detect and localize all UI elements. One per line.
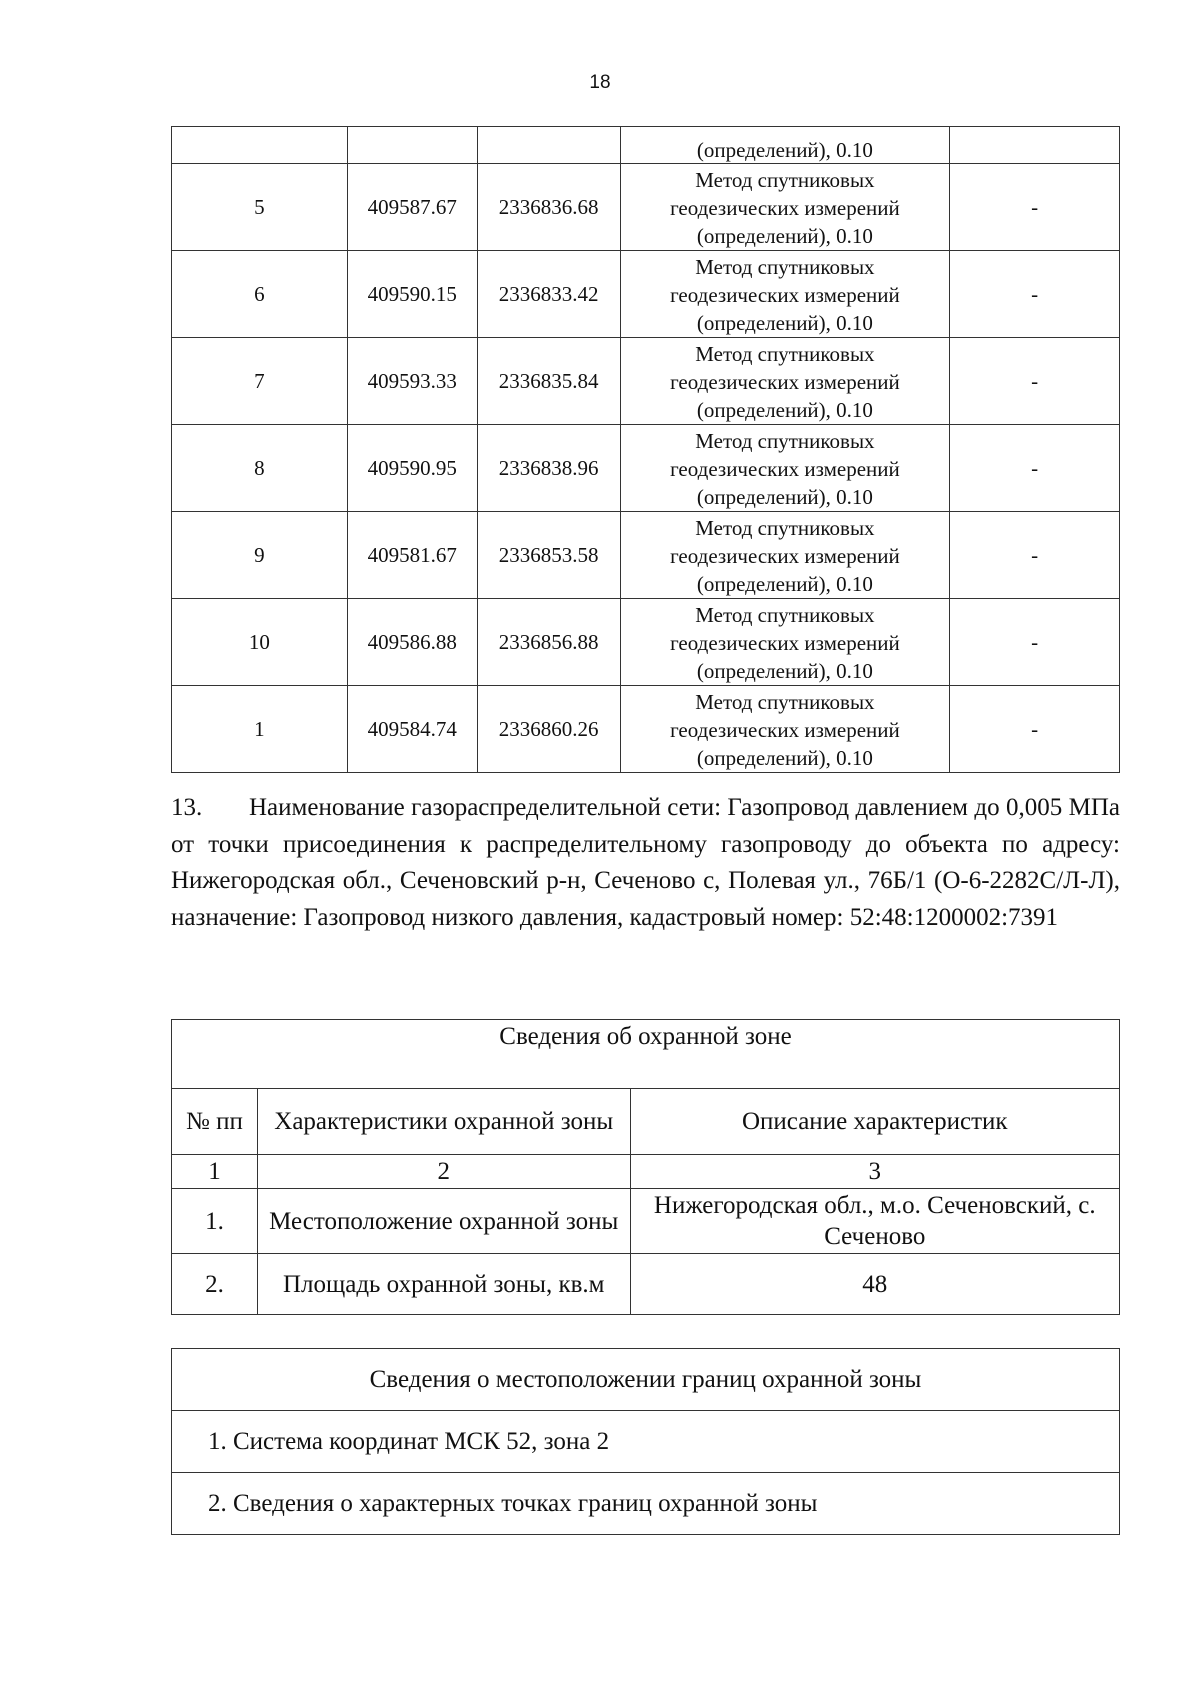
protected-zone-table <box>171 1019 1120 1315</box>
point-cell: 5 <box>172 164 348 251</box>
boundaries-table-title: Сведения о местоположении границ охранной зоны <box>172 1349 1120 1411</box>
method-line: Метод спутниковых <box>695 603 875 627</box>
column-number-row <box>172 1155 1120 1189</box>
point-cell: 6 <box>172 251 348 338</box>
method-line: Метод спутниковых <box>695 429 875 453</box>
characteristic-cell: Площадь охранной зоны, кв.м <box>257 1254 630 1315</box>
point-cell: 9 <box>172 512 348 599</box>
method-cell <box>620 686 950 773</box>
x-coordinate-cell: 409590.15 <box>347 251 477 338</box>
column-number: 3 <box>630 1155 1119 1189</box>
list-item <box>172 1473 1120 1535</box>
method-line: геодезических измерений <box>670 196 900 220</box>
table-row <box>172 251 1120 338</box>
page-number: 18 <box>589 72 611 93</box>
method-line: Метод спутниковых <box>695 690 875 714</box>
y-coordinate-cell: 2336853.58 <box>477 512 620 599</box>
method-line: Метод спутниковых <box>695 168 875 192</box>
x-coordinate-cell <box>347 127 477 164</box>
note-cell: - <box>950 599 1120 686</box>
x-coordinate-cell: 409593.33 <box>347 338 477 425</box>
x-coordinate-cell: 409586.88 <box>347 599 477 686</box>
y-coordinate-cell: 2336838.96 <box>477 425 620 512</box>
point-cell: 1 <box>172 686 348 773</box>
x-coordinate-cell: 409581.67 <box>347 512 477 599</box>
table-title-row <box>172 1349 1120 1411</box>
y-coordinate-cell: 2336856.88 <box>477 599 620 686</box>
method-line: геодезических измерений <box>670 718 900 742</box>
method-line: Метод спутниковых <box>695 342 875 366</box>
section-text: Наименование газораспределительной сети: Газопровод давлением до 0,005 МПа от точки присоединения к распределительному газопроводу до объекта по адресу: Нижегородская обл., Сеченовский р-н, Сеченово с, Полевая ул., 76Б/1 (О-6-2282С/Л-Л), назначение: Газопровод низкого давления, кадастровый номер: 52:48:1200002:7391 <box>171 794 1120 931</box>
description-cell: 48 <box>630 1254 1119 1315</box>
list-item <box>172 1411 1120 1473</box>
characteristic-cell: Местоположение охранной зоны <box>257 1189 630 1254</box>
section-paragraph <box>171 790 1120 936</box>
y-coordinate-cell: 2336833.42 <box>477 251 620 338</box>
coordinates-table <box>171 126 1120 773</box>
y-coordinate-cell: 2336835.84 <box>477 338 620 425</box>
note-cell: - <box>950 425 1120 512</box>
y-coordinate-cell: 2336860.26 <box>477 686 620 773</box>
column-number: 1 <box>172 1155 258 1189</box>
method-cell <box>620 425 950 512</box>
table-row <box>172 1189 1120 1254</box>
method-line: (определений), 0.10 <box>696 746 873 770</box>
note-cell: - <box>950 512 1120 599</box>
section-number: 13. <box>171 794 203 821</box>
table-title-row <box>172 1020 1120 1089</box>
zone-table-title: Сведения об охранной зоне <box>172 1020 1120 1089</box>
method-cell <box>620 251 950 338</box>
method-line: геодезических измерений <box>670 631 900 655</box>
column-header: Описание характеристик <box>630 1089 1119 1155</box>
column-header: № пп <box>172 1089 258 1155</box>
boundaries-table <box>171 1348 1120 1535</box>
point-cell <box>172 127 348 164</box>
row-number: 2. <box>172 1254 258 1315</box>
y-coordinate-cell <box>477 127 620 164</box>
table-header-row <box>172 1089 1120 1155</box>
y-coordinate-cell: 2336836.68 <box>477 164 620 251</box>
method-line: Метод спутниковых <box>695 516 875 540</box>
table-row <box>172 164 1120 251</box>
point-cell: 8 <box>172 425 348 512</box>
note-cell: - <box>950 251 1120 338</box>
x-coordinate-cell: 409584.74 <box>347 686 477 773</box>
method-line: (определений), 0.10 <box>696 572 873 596</box>
column-number: 2 <box>257 1155 630 1189</box>
x-coordinate-cell: 409587.67 <box>347 164 477 251</box>
method-line: (определений), 0.10 <box>696 659 873 683</box>
method-line: геодезических измерений <box>670 457 900 481</box>
table-row <box>172 686 1120 773</box>
table-row <box>172 425 1120 512</box>
x-coordinate-cell: 409590.95 <box>347 425 477 512</box>
table-row <box>172 127 1120 164</box>
description-cell: Нижегородская обл., м.о. Сеченовский, с. Сеченово <box>630 1189 1119 1254</box>
table-row <box>172 1254 1120 1315</box>
column-header: Характеристики охранной зоны <box>257 1089 630 1155</box>
method-line: (определений), 0.10 <box>696 311 873 335</box>
method-line: Метод спутниковых <box>695 255 875 279</box>
method-line: геодезических измерений <box>670 283 900 307</box>
note-cell: - <box>950 686 1120 773</box>
method-cell: (определений), 0.10 <box>620 127 950 164</box>
note-cell: - <box>950 164 1120 251</box>
method-cell <box>620 599 950 686</box>
row-number: 1. <box>172 1189 258 1254</box>
point-cell: 10 <box>172 599 348 686</box>
note-cell: - <box>950 338 1120 425</box>
table-row <box>172 338 1120 425</box>
method-cell <box>620 164 950 251</box>
method-line: (определений), 0.10 <box>696 224 873 248</box>
method-line: геодезических измерений <box>670 370 900 394</box>
table-row <box>172 599 1120 686</box>
method-line: геодезических измерений <box>670 544 900 568</box>
table-row <box>172 512 1120 599</box>
note-cell <box>950 127 1120 164</box>
method-line: (определений), 0.10 <box>696 398 873 422</box>
point-cell: 7 <box>172 338 348 425</box>
method-cell <box>620 338 950 425</box>
boundaries-item: 1. Система координат МСК 52, зона 2 <box>172 1411 1120 1473</box>
boundaries-item: 2. Сведения о характерных точках границ охранной зоны <box>172 1473 1120 1535</box>
method-cell <box>620 512 950 599</box>
method-line: (определений), 0.10 <box>696 485 873 509</box>
